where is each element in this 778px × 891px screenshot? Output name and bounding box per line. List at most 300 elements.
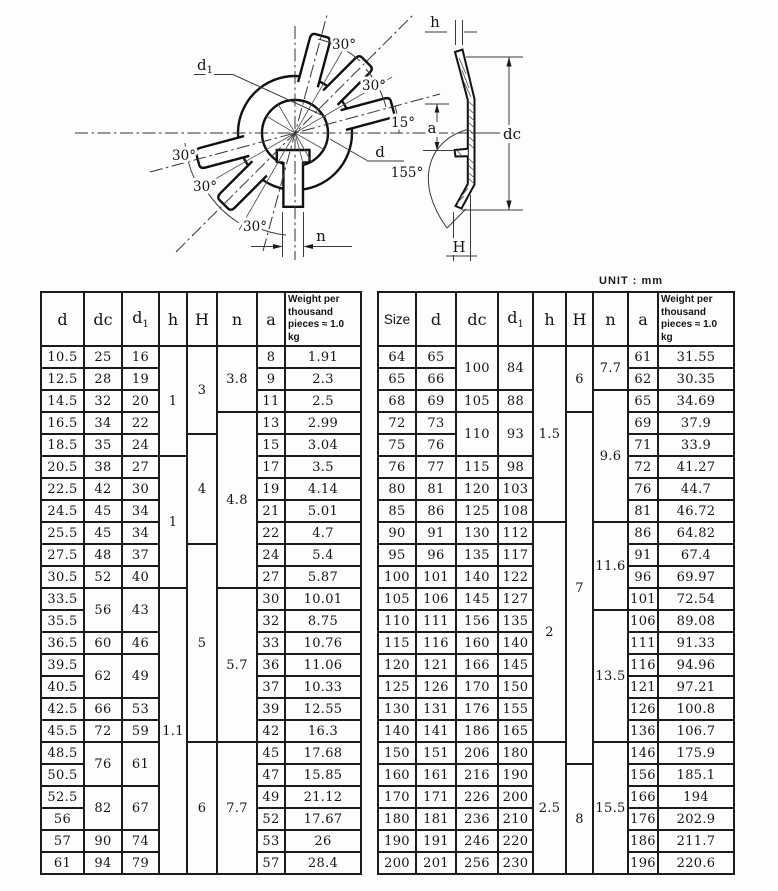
angle-155-label: 155°: [390, 165, 424, 181]
table-cell: 33.5: [41, 588, 84, 610]
d1-label: d1: [197, 56, 213, 76]
table-cell: 10.5: [41, 346, 84, 368]
table-cell: 96: [628, 566, 658, 588]
header-base: d: [507, 307, 518, 327]
table-cell: 105: [456, 390, 498, 412]
table-cell: 180: [378, 808, 416, 830]
table-cell: 42: [257, 720, 285, 742]
column-header: d: [41, 292, 84, 346]
table-cell: 5.01: [285, 500, 361, 522]
table-cell: 77: [416, 456, 456, 478]
table-cell: 150: [498, 676, 533, 698]
table-cell: 200: [498, 786, 533, 808]
table-cell: 66: [84, 698, 122, 720]
table-cell: 2.5: [285, 390, 361, 412]
table-cell: 176: [456, 698, 498, 720]
table-cell: 116: [628, 654, 658, 676]
table-cell: 86: [628, 522, 658, 544]
column-header: H: [187, 292, 217, 346]
table-cell: 155: [498, 698, 533, 720]
table-cell: 7.7: [217, 742, 257, 874]
table-cell: 111: [416, 610, 456, 632]
table-cell: 170: [456, 676, 498, 698]
table-cell: 105: [378, 588, 416, 610]
table-cell: 30.5: [41, 566, 84, 588]
table-cell: 64: [378, 346, 416, 368]
table-cell: 74: [122, 830, 159, 852]
table-cell: 41.27: [658, 456, 734, 478]
table-cell: 56: [84, 588, 122, 632]
table-cell: 220: [498, 830, 533, 852]
table-cell: 24.5: [41, 500, 84, 522]
table-cell: 60: [84, 632, 122, 654]
table-cell: 135: [456, 544, 498, 566]
table-cell: 76: [378, 456, 416, 478]
table-cell: 91: [416, 522, 456, 544]
table-cell: 210: [498, 808, 533, 830]
table-cell: 106: [416, 588, 456, 610]
table-cell: 48: [84, 544, 122, 566]
table-cell: 68: [378, 390, 416, 412]
table-cell: 86: [416, 500, 456, 522]
table-cell: 120: [456, 478, 498, 500]
table-cell: 45: [257, 742, 285, 764]
column-header: [122, 292, 159, 346]
table-cell: 1.91: [285, 346, 361, 368]
column-header: d: [416, 292, 456, 346]
table-cell: 211.7: [658, 830, 734, 852]
table-cell: 2.99: [285, 412, 361, 434]
column-header: [498, 292, 533, 346]
table-cell: 36.5: [41, 632, 84, 654]
table-cell: 91: [628, 544, 658, 566]
table-cell: 90: [84, 830, 122, 852]
table-cell: 160: [378, 764, 416, 786]
table-cell: 21.12: [285, 786, 361, 808]
table-cell: 26: [285, 830, 361, 852]
table-cell: 80: [378, 478, 416, 500]
table-cell: 1.5: [533, 346, 566, 522]
table-cell: 100: [456, 346, 498, 390]
table-cell: 103: [498, 478, 533, 500]
column-header: Weight per thousand pieces ≈ 1.0 kg: [285, 292, 361, 346]
table-cell: 27: [122, 456, 159, 478]
table-cell: 17.68: [285, 742, 361, 764]
table-cell: 12.55: [285, 698, 361, 720]
table-cell: 116: [416, 632, 456, 654]
table-cell: 31.55: [658, 346, 734, 368]
table-cell: 44.7: [658, 478, 734, 500]
table-cell: 150: [378, 742, 416, 764]
tab-washer-front-view: [75, 14, 468, 260]
table-row: [41, 346, 361, 368]
table-cell: 30: [257, 588, 285, 610]
table-cell: 246: [456, 830, 498, 852]
table-cell: 11.6: [593, 522, 628, 610]
table-cell: 16.5: [41, 412, 84, 434]
washer-section-profile: [455, 50, 475, 209]
table-cell: 25.5: [41, 522, 84, 544]
table-cell: 156: [456, 610, 498, 632]
table-cell: 25: [84, 346, 122, 368]
table-cell: 5.4: [285, 544, 361, 566]
table-cell: 180: [498, 742, 533, 764]
table-cell: 76: [628, 478, 658, 500]
table-cell: 120: [378, 654, 416, 676]
table-row: [41, 742, 361, 764]
table-cell: 35.5: [41, 610, 84, 632]
table-cell: 140: [456, 566, 498, 588]
technical-drawing: [0, 0, 778, 288]
table-cell: 20.5: [41, 456, 84, 478]
column-header: Size: [378, 292, 416, 346]
table-cell: 165: [498, 720, 533, 742]
table-cell: 4.7: [285, 522, 361, 544]
table-cell: 48.5: [41, 742, 84, 764]
table-cell: 72.54: [658, 588, 734, 610]
table-cell: 9: [257, 368, 285, 390]
table-cell: 82: [84, 786, 122, 830]
table-cell: 121: [628, 676, 658, 698]
header-subscript: 1: [142, 319, 149, 331]
table-cell: 88: [498, 390, 533, 412]
table-cell: 94.96: [658, 654, 734, 676]
angle-30-left-label: 30°: [172, 148, 196, 164]
column-header: a: [257, 292, 285, 346]
angle-15-label: 15°: [391, 115, 415, 131]
table-cell: 236: [456, 808, 498, 830]
table-cell: 52: [257, 808, 285, 830]
table-cell: 106.7: [658, 720, 734, 742]
table-cell: 201: [416, 852, 456, 874]
table-cell: 30.35: [658, 368, 734, 390]
angle-30-lower-left-label: 30°: [193, 179, 217, 195]
table-cell: 84: [498, 346, 533, 390]
table-cell: 34: [122, 522, 159, 544]
table-cell: 89.08: [658, 610, 734, 632]
table-cell: 230: [498, 852, 533, 874]
column-header: h: [159, 292, 187, 346]
table-cell: 16: [122, 346, 159, 368]
table-cell: 4.14: [285, 478, 361, 500]
column-header: Weight per thousand pieces ≈ 1.0 kg: [658, 292, 734, 346]
table-cell: 30: [122, 478, 159, 500]
left-table-container: [40, 291, 362, 875]
table-cell: 52: [84, 566, 122, 588]
table-cell: 145: [498, 654, 533, 676]
table-cell: 38: [84, 456, 122, 478]
table-cell: 140: [498, 632, 533, 654]
header-base: d: [132, 307, 143, 327]
table-cell: 37: [122, 544, 159, 566]
table-cell: 1: [159, 456, 187, 588]
table-cell: 24: [122, 434, 159, 456]
table-cell: 18.5: [41, 434, 84, 456]
table-cell: 21: [257, 500, 285, 522]
table-cell: 34: [84, 412, 122, 434]
table-cell: 200: [378, 852, 416, 874]
table-cell: 65: [628, 390, 658, 412]
table-cell: 226: [456, 786, 498, 808]
table-cell: 141: [416, 720, 456, 742]
table-cell: 110: [456, 412, 498, 456]
table-cell: 171: [416, 786, 456, 808]
table-cell: 72: [84, 720, 122, 742]
table-cell: 5.87: [285, 566, 361, 588]
table-cell: 49: [122, 654, 159, 698]
table-row: [378, 522, 734, 544]
table-cell: 71: [628, 434, 658, 456]
table-cell: 11: [257, 390, 285, 412]
table-cell: 16.3: [285, 720, 361, 742]
table-cell: 32: [84, 390, 122, 412]
table-cell: 52.5: [41, 786, 84, 808]
table-cell: 8: [566, 764, 593, 874]
table-cell: 12.5: [41, 368, 84, 390]
table-cell: 3.5: [285, 456, 361, 478]
table-cell: 76: [84, 742, 122, 786]
angle-155-arc: [428, 129, 469, 228]
table-cell: 2.5: [533, 742, 566, 874]
table-cell: 4: [187, 434, 217, 544]
right-table: [377, 291, 735, 875]
table-cell: 10.76: [285, 632, 361, 654]
table-cell: 35: [84, 434, 122, 456]
table-cell: 34: [122, 500, 159, 522]
table-cell: 130: [378, 698, 416, 720]
table-cell: 43: [122, 588, 159, 632]
table-cell: 57: [257, 852, 285, 874]
table-cell: 62: [628, 368, 658, 390]
table-cell: 47: [257, 764, 285, 786]
table-cell: 15.85: [285, 764, 361, 786]
table-cell: 7: [566, 412, 593, 764]
table-cell: 28: [84, 368, 122, 390]
table-cell: 32: [257, 610, 285, 632]
table-cell: 14.5: [41, 390, 84, 412]
table-cell: 90: [378, 522, 416, 544]
table-cell: 161: [416, 764, 456, 786]
table-cell: 49: [257, 786, 285, 808]
table-cell: 46: [122, 632, 159, 654]
header-subscript: 1: [517, 319, 524, 331]
column-header: h: [533, 292, 566, 346]
dc-label: dc: [503, 125, 522, 143]
table-cell: 136: [628, 720, 658, 742]
table-cell: 69.97: [658, 566, 734, 588]
table-cell: 59: [122, 720, 159, 742]
table-cell: 10.33: [285, 676, 361, 698]
table-cell: 146: [628, 742, 658, 764]
left-table: [40, 291, 362, 875]
table-cell: 57: [41, 830, 84, 852]
angle-30-upper-right-label: 30°: [362, 78, 386, 94]
table-cell: 175.9: [658, 742, 734, 764]
table-cell: 156: [628, 764, 658, 786]
table-cell: 27.5: [41, 544, 84, 566]
table-cell: 140: [378, 720, 416, 742]
table-cell: 13.5: [593, 610, 628, 742]
table-cell: 79: [122, 852, 159, 874]
table-cell: 112: [498, 522, 533, 544]
table-cell: 186: [628, 830, 658, 852]
table-cell: 117: [498, 544, 533, 566]
table-cell: 11.06: [285, 654, 361, 676]
table-cell: 5: [187, 544, 217, 742]
table-cell: 108: [498, 500, 533, 522]
table-cell: 19: [257, 478, 285, 500]
table-cell: 126: [628, 698, 658, 720]
table-cell: 45.5: [41, 720, 84, 742]
table-cell: 34.69: [658, 390, 734, 412]
column-header: H: [566, 292, 593, 346]
table-cell: 170: [378, 786, 416, 808]
bottom-tab: [283, 162, 303, 207]
table-cell: 65: [416, 346, 456, 368]
table-cell: 5.7: [217, 588, 257, 742]
table-row: [41, 434, 361, 456]
table-cell: 101: [416, 566, 456, 588]
table-cell: 56: [41, 808, 84, 830]
table-cell: 96: [416, 544, 456, 566]
column-header: n: [217, 292, 257, 346]
table-cell: 61: [628, 346, 658, 368]
table-cell: 28.4: [285, 852, 361, 874]
table-cell: 40: [122, 566, 159, 588]
table-cell: 191: [416, 830, 456, 852]
table-cell: 4.8: [217, 412, 257, 588]
table-cell: 22.5: [41, 478, 84, 500]
table-cell: 65: [378, 368, 416, 390]
table-cell: 67.4: [658, 544, 734, 566]
table-cell: 24: [257, 544, 285, 566]
table-cell: 220.6: [658, 852, 734, 874]
table-cell: 72: [628, 456, 658, 478]
table-cell: 9.6: [593, 390, 628, 522]
table-cell: 166: [456, 654, 498, 676]
table-cell: 93: [498, 412, 533, 456]
table-cell: 22: [122, 412, 159, 434]
table-cell: 115: [456, 456, 498, 478]
table-cell: 91.33: [658, 632, 734, 654]
table-cell: 122: [498, 566, 533, 588]
table-cell: 36: [257, 654, 285, 676]
table-cell: 8: [257, 346, 285, 368]
table-cell: 39: [257, 698, 285, 720]
d-label: d: [375, 143, 385, 161]
angle-30-bottom-label: 30°: [243, 219, 267, 235]
table-cell: 53: [257, 830, 285, 852]
table-cell: 42: [84, 478, 122, 500]
table-cell: 40.5: [41, 676, 84, 698]
table-cell: 131: [416, 698, 456, 720]
table-cell: 151: [416, 742, 456, 764]
table-cell: 126: [416, 676, 456, 698]
table-cell: 106: [628, 610, 658, 632]
table-cell: 17: [257, 456, 285, 478]
table-cell: 101: [628, 588, 658, 610]
table-row: [41, 544, 361, 566]
table-cell: 10.01: [285, 588, 361, 610]
table-cell: 33.9: [658, 434, 734, 456]
table-row: [378, 742, 734, 764]
table-cell: 95: [378, 544, 416, 566]
table-cell: 194: [658, 786, 734, 808]
table-cell: 190: [378, 830, 416, 852]
table-cell: 135: [498, 610, 533, 632]
table-cell: 42.5: [41, 698, 84, 720]
H-label: H: [452, 238, 466, 256]
column-header: a: [628, 292, 658, 346]
table-cell: 2.3: [285, 368, 361, 390]
table-cell: 125: [378, 676, 416, 698]
unit-label: UNIT : mm: [599, 275, 663, 287]
table-cell: 190: [498, 764, 533, 786]
table-cell: 160: [456, 632, 498, 654]
table-cell: 1.1: [159, 588, 187, 874]
table-cell: 61: [41, 852, 84, 874]
table-cell: 81: [628, 500, 658, 522]
table-cell: 202.9: [658, 808, 734, 830]
table-cell: 100: [378, 566, 416, 588]
table-cell: 110: [378, 610, 416, 632]
table-cell: 13: [257, 412, 285, 434]
table-cell: 98: [498, 456, 533, 478]
table-cell: 45: [84, 522, 122, 544]
table-cell: 73: [416, 412, 456, 434]
table-cell: 3: [187, 346, 217, 434]
table-cell: 19: [122, 368, 159, 390]
table-cell: 46.72: [658, 500, 734, 522]
column-header: dc: [456, 292, 498, 346]
table-cell: 176: [628, 808, 658, 830]
table-cell: 66: [416, 368, 456, 390]
table-cell: 185.1: [658, 764, 734, 786]
table-cell: 17.67: [285, 808, 361, 830]
table-cell: 22: [257, 522, 285, 544]
table-cell: 196: [628, 852, 658, 874]
column-header: n: [593, 292, 628, 346]
table-cell: 50.5: [41, 764, 84, 786]
table-cell: 64.82: [658, 522, 734, 544]
table-cell: 1: [159, 346, 187, 456]
n-label: n: [316, 227, 326, 245]
a-label: a: [427, 119, 437, 137]
table-cell: 94: [84, 852, 122, 874]
table-cell: 62: [84, 654, 122, 698]
table-cell: 69: [628, 412, 658, 434]
table-cell: 121: [416, 654, 456, 676]
tab-washer-side-view: [391, 13, 523, 261]
table-cell: 127: [498, 588, 533, 610]
table-cell: 15: [257, 434, 285, 456]
h-label: h: [430, 13, 440, 31]
table-cell: 256: [456, 852, 498, 874]
table-cell: 100.8: [658, 698, 734, 720]
table-cell: 33: [257, 632, 285, 654]
table-cell: 81: [416, 478, 456, 500]
table-cell: 61: [122, 742, 159, 786]
table-cell: 181: [416, 808, 456, 830]
table-cell: 145: [456, 588, 498, 610]
table-cell: 76: [416, 434, 456, 456]
table-cell: 130: [456, 522, 498, 544]
table-cell: 72: [378, 412, 416, 434]
table-cell: 97.21: [658, 676, 734, 698]
column-header: dc: [84, 292, 122, 346]
table-cell: 75: [378, 434, 416, 456]
table-cell: 6: [187, 742, 217, 874]
